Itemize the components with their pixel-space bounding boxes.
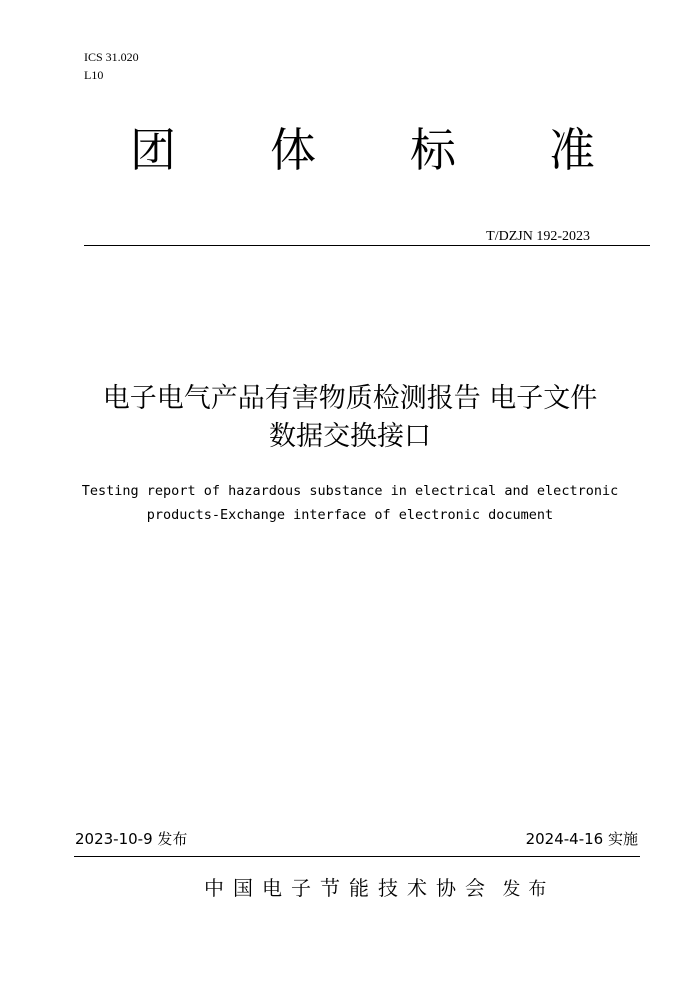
ccs-code: L10 — [84, 68, 104, 82]
publisher — [204, 873, 554, 905]
bottom-divider — [74, 856, 640, 857]
document-type-char-3: 标 — [410, 123, 456, 177]
document-type-char-2: 体 — [270, 123, 316, 177]
english-title-line-2: products-Exchange interface of electronic document — [146, 507, 554, 523]
publisher-organization: 中国电子节能技术协会 — [204, 876, 494, 900]
implementation-date: 2024-4-16 实施 — [525, 830, 638, 848]
chinese-title — [0, 380, 700, 456]
document-type-char-4: 准 — [549, 123, 595, 177]
chinese-title-line-2: 数据交换接口 — [269, 421, 431, 452]
english-title — [0, 479, 700, 527]
chinese-title-line-1: 电子电气产品有害物质检测报告 电子文件 — [102, 383, 598, 414]
publisher-action: 发布 — [502, 879, 555, 900]
document-type-heading — [0, 122, 700, 182]
document-type-char-1: 团 — [130, 123, 176, 177]
standard-number: T/DZJN 192-2023 — [486, 229, 590, 244]
ics-code: ICS 31.020 — [84, 50, 139, 64]
top-divider — [84, 245, 650, 246]
issue-date: 2023-10-9 发布 — [75, 830, 188, 848]
english-title-line-1: Testing report of hazardous substance in electrical and electronic — [81, 483, 619, 499]
classification-codes — [84, 48, 139, 84]
